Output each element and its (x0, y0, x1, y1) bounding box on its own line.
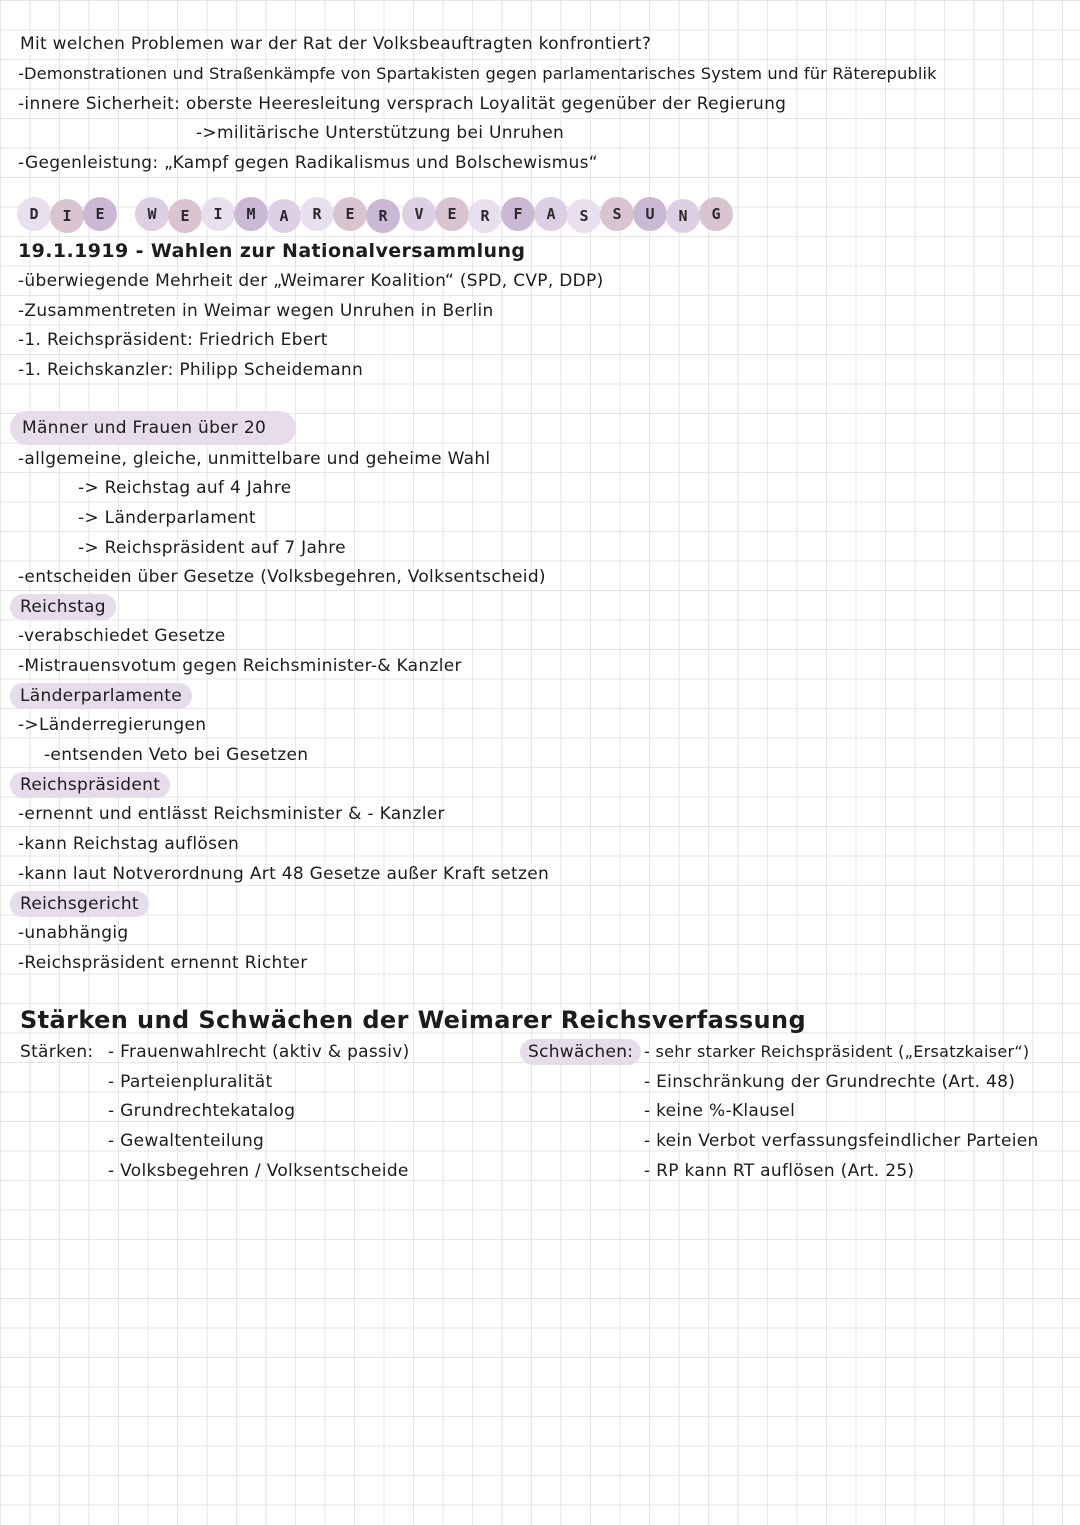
weakness-item: - Einschränkung der Grundrechte (Art. 48) (644, 1072, 1016, 1092)
comparison-heading: Stärken und Schwächen der Weimarer Reichsverfassung (20, 1006, 807, 1034)
list-item: -> Reichstag auf 4 Jahre (78, 478, 292, 498)
title-letter: I (50, 199, 84, 233)
list-item: -> Länderparlament (78, 508, 256, 528)
list-item: -1. Reichskanzler: Philipp Scheidemann (18, 360, 364, 380)
intro-line: -Gegenleistung: „Kampf gegen Radikalismus und Bolschewismus“ (18, 153, 598, 173)
title-letter: A (534, 197, 568, 231)
list-item: -entscheiden über Gesetze (Volksbegehren, Volksentscheid) (18, 567, 546, 587)
list-item: -allgemeine, gleiche, unmittelbare und geheime Wahl (18, 449, 491, 469)
list-item: -überwiegende Mehrheit der „Weimarer Koalition“ (SPD, CVP, DDP) (18, 271, 604, 291)
title-letter: E (435, 197, 469, 231)
title-letter: V (402, 197, 436, 231)
intro-line: -innere Sicherheit: oberste Heeresleitung versprach Loyalität gegenüber der Regierung (18, 94, 787, 114)
list-item: -Reichspräsident ernennt Richter (18, 953, 308, 973)
title-letter: N (666, 199, 700, 233)
list-item: -Zusammentreten in Weimar wegen Unruhen in Berlin (18, 301, 494, 321)
title-word (17, 197, 18, 198)
title-letter: W (135, 197, 169, 231)
intro-line: ->militärische Unterstützung bei Unruhen (196, 123, 565, 143)
title-letter: D (17, 197, 51, 231)
title-letter: R (366, 199, 400, 233)
title-word (17, 197, 18, 198)
list-item: -kann Reichstag auflösen (18, 834, 240, 854)
reichstag-label: Reichstag (10, 594, 116, 620)
voters-label: Männer und Frauen über 20 (10, 411, 296, 445)
title-letter: S (567, 199, 601, 233)
strengths-label: Stärken: (20, 1042, 94, 1062)
weaknesses-label: Schwächen: (520, 1039, 641, 1065)
list-item: -entsenden Veto bei Gesetzen (44, 745, 309, 765)
title-letter: F (501, 197, 535, 231)
list-item: -ernennt und entlässt Reichsminister & - Kanzler (18, 804, 445, 824)
gericht-label: Reichsgericht (10, 891, 149, 917)
title-letter: E (333, 197, 367, 231)
weakness-item: - kein Verbot verfassungsfeindlicher Parteien (644, 1131, 1039, 1151)
list-item: -1. Reichspräsident: Friedrich Ebert (18, 330, 328, 350)
title-letter: I (201, 197, 235, 231)
title-letter: G (699, 197, 733, 231)
weakness-item: - sehr starker Reichspräsident („Ersatzkaiser“) (644, 1042, 1030, 1061)
strength-item: - Parteienpluralität (108, 1072, 273, 1092)
title-letter: R (468, 199, 502, 233)
elections-heading: 19.1.1919 - Wahlen zur Nationalversammlung (18, 240, 526, 262)
list-item: -unabhängig (18, 923, 129, 943)
list-item: -kann laut Notverordnung Art 48 Gesetze außer Kraft setzen (18, 864, 550, 884)
weakness-item: - keine %-Klausel (644, 1101, 796, 1121)
list-item: -verabschiedet Gesetze (18, 626, 226, 646)
title-letter: S (600, 197, 634, 231)
title-word (17, 197, 18, 198)
title-letter: E (83, 197, 117, 231)
list-item: -> Reichspräsident auf 7 Jahre (78, 538, 346, 558)
praesident-label: Reichspräsident (10, 772, 170, 798)
list-item: -Mistrauensvotum gegen Reichsminister-& Kanzler (18, 656, 462, 676)
title-letter: M (234, 197, 268, 231)
title-letter: U (633, 197, 667, 231)
intro-line: -Demonstrationen und Straßenkämpfe von Spartakisten gegen parlamentarisches System und für Räterepublik (18, 64, 937, 83)
intro-question: Mit welchen Problemen war der Rat der Volksbeauftragten konfrontiert? (20, 34, 652, 54)
strength-item: - Frauenwahlrecht (aktiv & passiv) (108, 1042, 410, 1062)
laender-label: Länderparlamente (10, 683, 192, 709)
title-letter: E (168, 199, 202, 233)
strength-item: - Gewaltenteilung (108, 1131, 265, 1151)
strength-item: - Grundrechtekatalog (108, 1101, 296, 1121)
strength-item: - Volksbegehren / Volksentscheide (108, 1161, 409, 1181)
weakness-item: - RP kann RT auflösen (Art. 25) (644, 1161, 915, 1181)
title-letter: A (267, 199, 301, 233)
list-item: ->Länderregierungen (18, 715, 207, 735)
title-letter: R (300, 197, 334, 231)
